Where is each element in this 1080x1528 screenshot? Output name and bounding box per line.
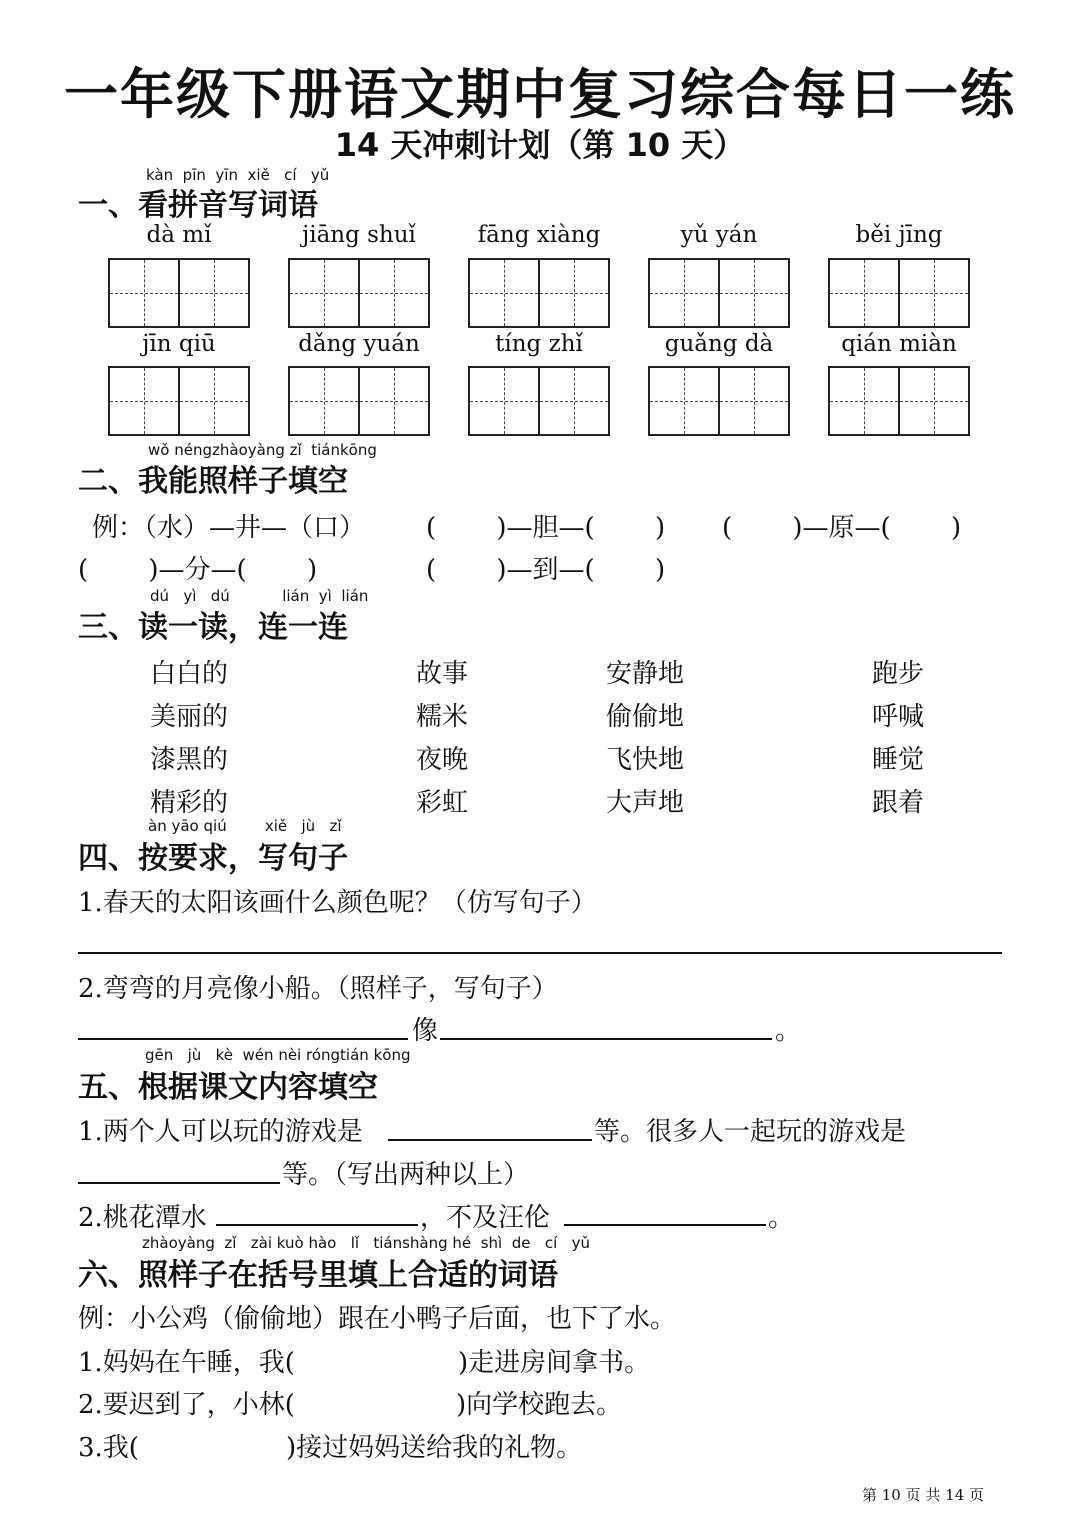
pinyin: de xyxy=(511,1234,531,1252)
fill-item[interactable]: ( )—到—( ) xyxy=(426,555,666,585)
section-1-heading: 一、看拼音写词语 xyxy=(78,188,318,223)
question-text: ，不及汪伦 xyxy=(420,1203,551,1233)
pinyin: zǐ xyxy=(289,441,302,459)
match-word[interactable]: 精彩的 xyxy=(150,788,229,818)
pinyin: dú xyxy=(150,587,170,605)
pinyin: zǐ xyxy=(224,1234,237,1252)
match-word[interactable]: 呼喊 xyxy=(872,702,925,732)
answer-line[interactable] xyxy=(216,1224,418,1226)
question-start: 3.我( xyxy=(78,1433,139,1463)
pinyin: gēn xyxy=(145,1046,174,1064)
pinyin: kàn xyxy=(146,166,174,184)
answer-line[interactable] xyxy=(78,952,1002,954)
match-word[interactable]: 彩虹 xyxy=(416,788,469,818)
pinyin: yì xyxy=(183,587,197,605)
match-word[interactable]: 漆黑的 xyxy=(150,745,229,775)
pinyin: pīn xyxy=(182,166,206,184)
page-number: 第 10 页 共 14 页 xyxy=(862,1486,985,1504)
worksheet-title: 一年级下册语文期中复习综合每日一练 xyxy=(64,63,1016,126)
pinyin: cí xyxy=(284,166,297,184)
tianzige-box[interactable] xyxy=(648,258,790,328)
pinyin-word: tíng zhǐ xyxy=(495,331,583,357)
tianzige-box[interactable] xyxy=(648,366,790,436)
pinyin: àn xyxy=(148,817,167,835)
pinyin: tián xyxy=(340,1046,369,1064)
match-word[interactable]: 安静地 xyxy=(606,659,685,689)
pinyin: dú xyxy=(210,587,230,605)
question-text: 1.春天的太阳该画什么颜色呢？（仿写句子） xyxy=(78,888,597,918)
answer-line[interactable] xyxy=(78,1182,280,1184)
pinyin: tiánkōng xyxy=(311,441,377,459)
question-text: 1.两个人可以玩的游戏是 xyxy=(78,1117,363,1147)
answer-line[interactable] xyxy=(564,1224,766,1226)
section-4-heading: 四、按要求，写句子 xyxy=(78,841,348,876)
pinyin: zài xyxy=(250,1234,272,1252)
pinyin: cí xyxy=(544,1234,558,1252)
question-text: 等。很多人一起玩的游戏是 xyxy=(594,1117,907,1147)
pinyin-word: dǎng yuán xyxy=(298,331,420,357)
answer-line[interactable] xyxy=(440,1038,772,1040)
pinyin: yāo xyxy=(171,817,199,835)
example-text: 例：小公鸡（偷偷地）跟在小鸭子后面，也下了水。 xyxy=(78,1304,677,1334)
match-word[interactable]: 白白的 xyxy=(150,659,229,689)
sentence-end: 。 xyxy=(768,1203,795,1233)
tianzige-box[interactable] xyxy=(468,366,610,436)
pinyin: zhàoyàng xyxy=(142,1234,215,1252)
pinyin: wǒ xyxy=(148,441,170,459)
match-word[interactable]: 飞快地 xyxy=(606,745,685,775)
pinyin: xiě xyxy=(247,166,270,184)
match-word[interactable]: 跟着 xyxy=(872,788,925,818)
pinyin: jù xyxy=(301,817,316,835)
pinyin: yǔ xyxy=(310,166,330,184)
pinyin: qiú xyxy=(203,817,227,835)
pinyin-word: běi jīng xyxy=(855,222,943,248)
tianzige-box[interactable] xyxy=(288,366,430,436)
section-5-heading: 五、根据课文内容填空 xyxy=(78,1070,378,1105)
answer-line[interactable] xyxy=(78,1038,408,1040)
question-start: 1.妈妈在午睡，我( xyxy=(78,1348,295,1378)
match-word[interactable]: 睡觉 xyxy=(872,745,925,775)
question-text: 等。（写出两种以上） xyxy=(282,1160,530,1190)
question-end: )向学校跑去。 xyxy=(456,1390,623,1420)
section-2-heading: 二、我能照样子填空 xyxy=(78,464,348,499)
match-word[interactable]: 大声地 xyxy=(606,788,685,818)
section-3-heading: 三、读一读，连一连 xyxy=(78,610,348,645)
pinyin: yǔ xyxy=(571,1234,590,1252)
pinyin: hào xyxy=(308,1234,337,1252)
pinyin: yīn xyxy=(215,166,238,184)
pinyin: kè xyxy=(215,1046,233,1064)
question-start: 2.要迟到了，小林( xyxy=(78,1390,295,1420)
pinyin: wén xyxy=(242,1046,274,1064)
pinyin: shàng xyxy=(402,1234,448,1252)
pinyin: lián xyxy=(282,587,310,605)
pinyin: kōng xyxy=(373,1046,411,1064)
tianzige-box[interactable] xyxy=(468,258,610,328)
match-word[interactable]: 跑步 xyxy=(872,659,925,689)
question-text: 2.弯弯的月亮像小船。（照样子，写句子） xyxy=(78,974,558,1004)
fill-item[interactable]: ( )—原—( ) xyxy=(722,513,962,543)
match-word[interactable]: 糯米 xyxy=(416,702,469,732)
pinyin-word: fāng xiàng xyxy=(477,222,601,248)
tianzige-box[interactable] xyxy=(108,366,250,436)
match-word[interactable]: 故事 xyxy=(416,659,469,689)
fill-item[interactable]: ( )—分—( ) xyxy=(78,555,318,585)
sentence-connector: 像 xyxy=(412,1016,439,1046)
pinyin: yì xyxy=(318,587,332,605)
section-6-heading: 六、照样子在括号里填上合适的词语 xyxy=(78,1258,558,1293)
pinyin: tián xyxy=(373,1234,403,1252)
fill-item[interactable]: ( )—胆—( ) xyxy=(426,513,666,543)
tianzige-box[interactable] xyxy=(828,258,970,328)
sentence-end: 。 xyxy=(775,1016,802,1046)
tianzige-box[interactable] xyxy=(108,258,250,328)
match-word[interactable]: 美丽的 xyxy=(150,702,229,732)
tianzige-box[interactable] xyxy=(828,366,970,436)
pinyin: nèi xyxy=(278,1046,302,1064)
pinyin-word: guǎng dà xyxy=(664,331,774,357)
example-text: 例：（水）—井—（口） xyxy=(92,513,366,543)
answer-line[interactable] xyxy=(388,1139,592,1141)
pinyin: lǐ xyxy=(350,1234,360,1252)
worksheet-subtitle: 14 天冲刺计划（第 10 天） xyxy=(334,126,746,164)
pinyin-word: qián miàn xyxy=(841,331,957,357)
pinyin: zǐ xyxy=(329,817,342,835)
pinyin: kuò xyxy=(276,1234,304,1252)
question-end: )走进房间拿书。 xyxy=(458,1348,651,1378)
pinyin-word: jiāng shuǐ xyxy=(302,222,416,248)
pinyin: néngzhàoyàng xyxy=(174,441,285,459)
tianzige-box[interactable] xyxy=(288,258,430,328)
pinyin: xiě xyxy=(264,817,288,835)
pinyin: róng xyxy=(306,1046,341,1064)
pinyin: hé xyxy=(452,1234,472,1252)
pinyin: lián xyxy=(341,587,369,605)
pinyin-word: dà mǐ xyxy=(146,222,212,248)
pinyin-word: jīn qiū xyxy=(142,331,216,357)
pinyin-word: yǔ yán xyxy=(680,222,758,248)
question-text: 2.桃花潭水 xyxy=(78,1203,207,1233)
question-end: )接过妈妈送给我的礼物。 xyxy=(286,1433,583,1463)
match-word[interactable]: 夜晚 xyxy=(416,745,469,775)
pinyin: jù xyxy=(187,1046,202,1064)
pinyin: shì xyxy=(480,1234,503,1252)
match-word[interactable]: 偷偷地 xyxy=(606,702,685,732)
